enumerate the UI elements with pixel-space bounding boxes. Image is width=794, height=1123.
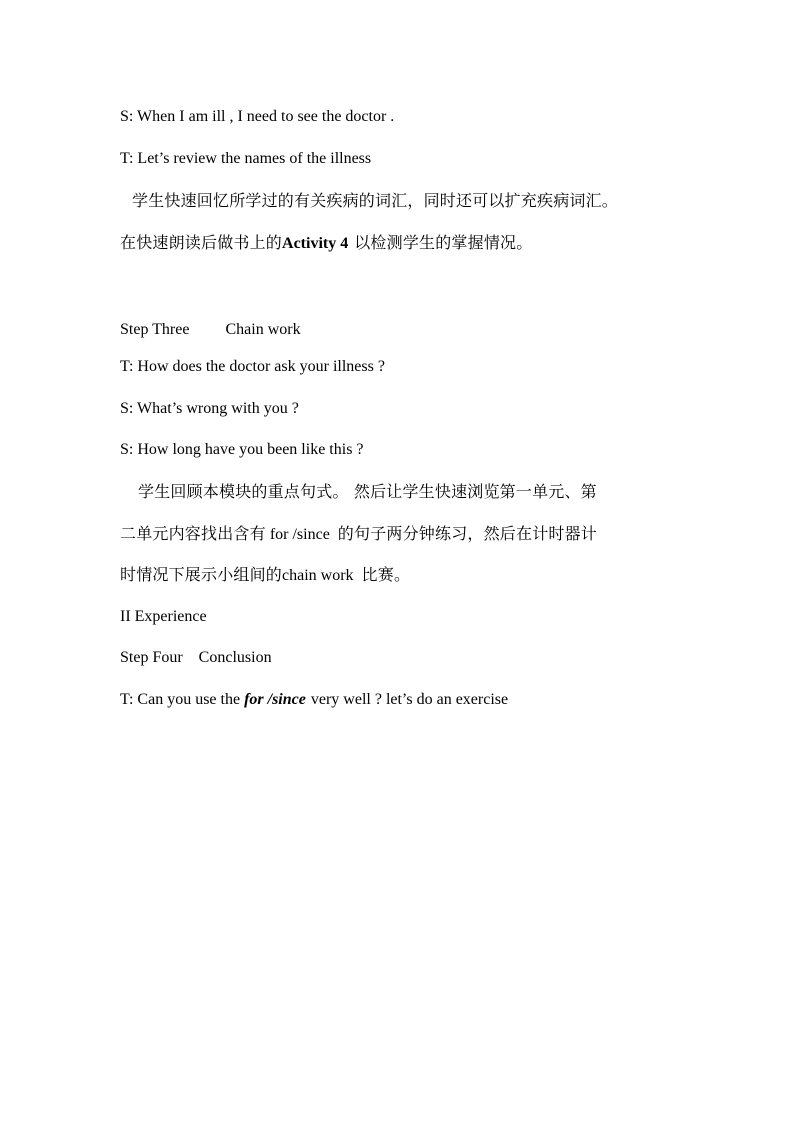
paragraph-review-vocabulary: 学生快速回忆所学过的有关疾病的词汇，同时还可以扩充疾病词汇。 — [132, 191, 619, 210]
dialogue-line-review-illness: T: Let’s review the names of the illness — [120, 150, 372, 167]
activity-ref: Activity 4 — [282, 235, 349, 252]
paragraph-key-sentences: 学生回顾本模块的重点句式。 然后让学生快速浏览第一单元、第 — [138, 482, 597, 501]
step-three-label: Step Three — [120, 321, 190, 338]
chain-work-term: chain work — [282, 567, 354, 584]
for-since-emphasis: for /since — [244, 691, 306, 708]
step-three-heading — [120, 320, 680, 340]
dialogue-line-doctor-ask: T: How does the doctor ask your illness ? — [120, 358, 385, 375]
practice-text-before: 二单元内容找出含有 — [120, 524, 266, 543]
exercise-text-after: very well ? let’s do an exercise — [310, 691, 509, 708]
contest-text-before: 时情况下展示小组间的 — [120, 565, 283, 584]
paragraph-for-since-practice — [120, 524, 680, 545]
dialogue-line-when-ill: S: When I am ill , I need to see the doctor . — [120, 108, 395, 125]
step-four-label: Step Four — [120, 649, 183, 666]
activity-text-before: 在快速朗读后做书上的 — [120, 233, 283, 252]
for-since-term: for /since — [269, 526, 330, 543]
exercise-text-before: T: Can you use the — [120, 691, 241, 708]
step-four-heading — [120, 648, 680, 668]
contest-text-after: 比赛。 — [361, 565, 411, 584]
dialogue-line-whats-wrong: S: What’s wrong with you ? — [120, 400, 299, 417]
activity-text-after: 以检测学生的掌握情况。 — [354, 233, 533, 252]
paragraph-activity-check — [120, 233, 680, 254]
dialogue-line-how-long: S: How long have you been like this ? — [120, 441, 364, 458]
step-four-title: Conclusion — [198, 649, 272, 666]
section-experience-heading: II Experience — [120, 608, 207, 625]
dialogue-line-exercise — [120, 690, 680, 710]
step-three-title: Chain work — [225, 321, 301, 338]
paragraph-chain-work-contest — [120, 565, 680, 586]
practice-text-after: 的句子两分钟练习，然后在计时器计 — [337, 524, 597, 543]
